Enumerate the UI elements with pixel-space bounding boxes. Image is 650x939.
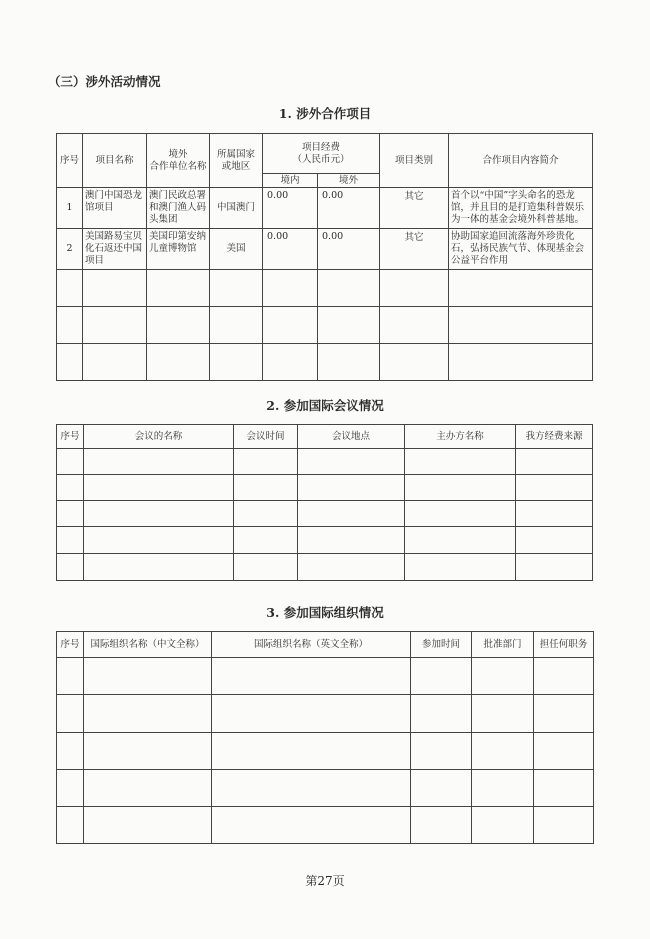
row-country: 美国 [210, 229, 263, 270]
header-meeting-place: 会议地点 [298, 425, 405, 449]
row-partner: 澳门民政总署和澳门渔人码头集团 [147, 188, 210, 229]
header-seq: 序号 [57, 134, 83, 188]
table-row-empty [57, 658, 594, 695]
row-description: 协助国家追回流落海外珍贵化石，弘扬民族气节、体现基金会公益平台作用 [449, 229, 593, 270]
header-country-line2: 或地区 [221, 160, 251, 172]
row-partner: 美国印第安纳儿童博物馆 [147, 229, 210, 270]
header-join-time: 参加时间 [411, 632, 472, 658]
international-organizations-table [56, 631, 594, 844]
table-row-empty [57, 501, 593, 527]
header-org-name-en: 国际组织名称（英文全称） [212, 632, 411, 658]
row-overseas: 0.00 [318, 188, 380, 229]
header-partner-line2: 合作单位名称 [149, 160, 207, 172]
header-seq: 序号 [57, 425, 84, 449]
header-category: 项目类别 [380, 134, 449, 188]
row-seq: 1 [57, 188, 83, 229]
table-row-empty [57, 770, 594, 807]
table-row [57, 188, 593, 229]
row-domestic: 0.00 [263, 229, 318, 270]
header-approving-dept: 批准部门 [472, 632, 534, 658]
table-row-empty [57, 554, 593, 581]
table-row-empty [57, 527, 593, 554]
header-funding-source: 我方经费来源 [516, 425, 593, 449]
row-seq: 2 [57, 229, 83, 270]
header-meeting-name: 会议的名称 [84, 425, 234, 449]
row-category: 其它 [380, 188, 449, 229]
header-funds [263, 134, 380, 174]
international-meetings-table [56, 424, 593, 581]
header-role: 担任何职务 [534, 632, 594, 658]
table-row-empty [57, 475, 593, 501]
row-overseas: 0.00 [318, 229, 380, 270]
table-row-empty [57, 344, 593, 381]
row-project-name: 澳门中国恐龙馆项目 [83, 188, 147, 229]
row-domestic: 0.00 [263, 188, 318, 229]
row-project-name: 美国路易宝贝化石返还中国项目 [83, 229, 147, 270]
table-row-empty [57, 307, 593, 344]
header-funds-line2: （人民币元） [292, 153, 350, 165]
header-partner-line1: 境外 [168, 148, 188, 160]
row-description: 首个以“中国”字头命名的恐龙馆，并且目的是打造集科普娱乐为一体的基金会境外科普基地。 [449, 188, 593, 229]
table2-title: 2. 参加国际会议情况 [266, 398, 384, 413]
header-partner [147, 134, 210, 188]
header-org-name-cn: 国际组织名称（中文全称） [84, 632, 212, 658]
header-country [210, 134, 263, 188]
table-row-empty [57, 695, 594, 733]
header-domestic: 境内 [263, 174, 318, 188]
table-row [57, 229, 593, 270]
header-overseas: 境外 [318, 174, 380, 188]
section-heading: （三）涉外活动情况 [48, 74, 161, 89]
page-number: 第27页 [305, 874, 345, 888]
header-funds-line1: 项目经费 [302, 141, 341, 153]
table1-title: 1. 涉外合作项目 [278, 106, 372, 121]
foreign-cooperation-table [56, 133, 593, 381]
header-host: 主办方名称 [405, 425, 516, 449]
table3-title: 3. 参加国际组织情况 [266, 605, 384, 620]
header-seq: 序号 [57, 632, 84, 658]
row-country: 中国澳门 [210, 188, 263, 229]
table-row-empty [57, 270, 593, 307]
header-project-name: 项目名称 [83, 134, 147, 188]
table-row-empty [57, 449, 593, 475]
header-country-line1: 所属国家 [216, 148, 255, 160]
header-meeting-time: 会议时间 [234, 425, 298, 449]
row-category: 其它 [380, 229, 449, 270]
table-row-empty [57, 733, 594, 770]
table-row-empty [57, 807, 594, 844]
header-description: 合作项目内容简介 [449, 134, 593, 188]
